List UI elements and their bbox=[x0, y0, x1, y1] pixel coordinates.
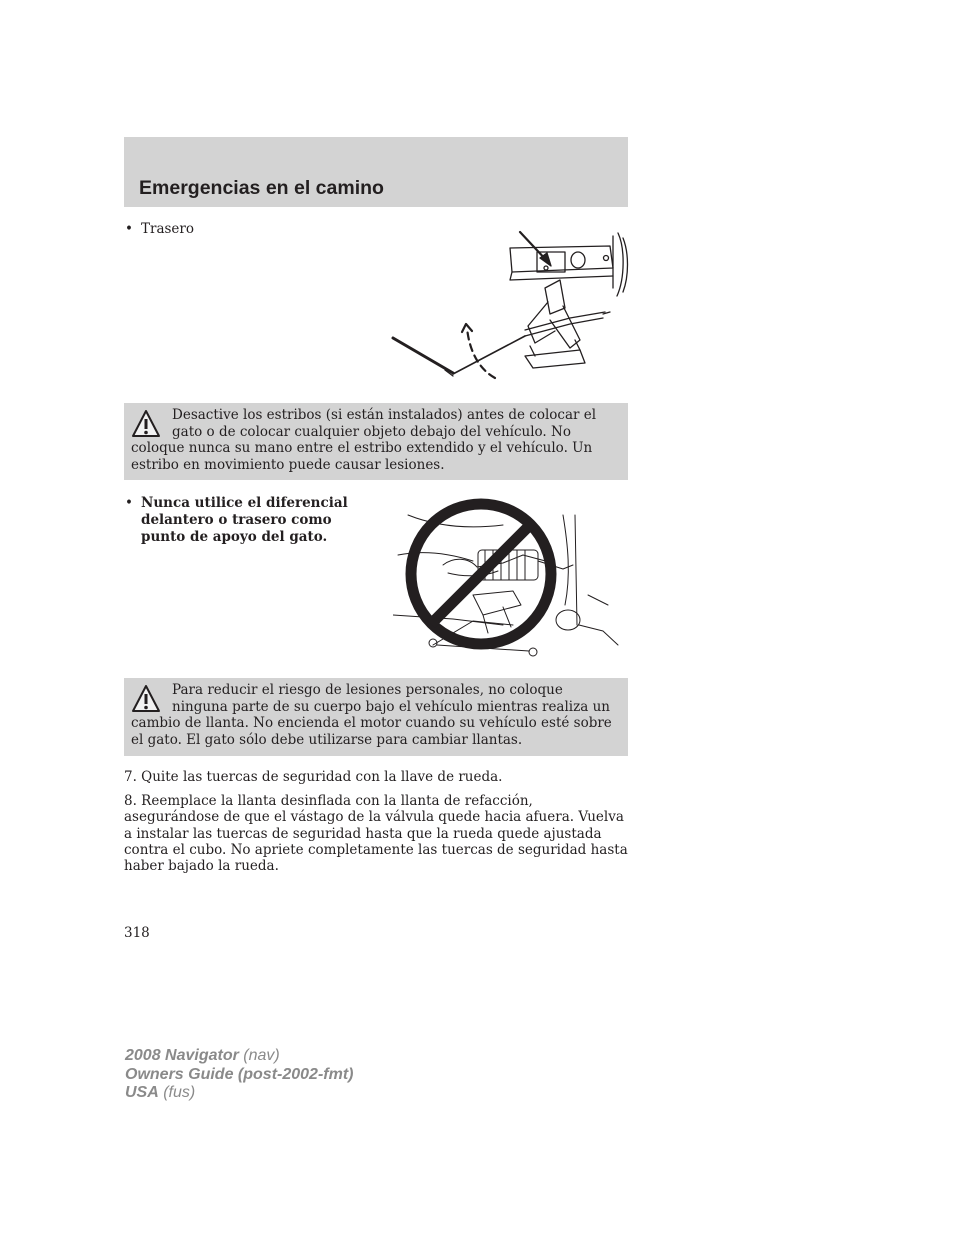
bullet-no-differential: • Nunca utilice el diferencial delantero o trasero como punto de apoyo del gato. bbox=[124, 495, 359, 546]
warning-box-running-boards bbox=[124, 403, 628, 480]
document-footer: 2008 Navigator (nav) Owners Guide (post-2002-fmt) USA (fus) bbox=[125, 1047, 354, 1101]
warning-text: Desactive los estribos (si están instalados) antes de colocar el gato o de colocar cualquier objeto debajo del vehículo. No coloque nunca su mano entre el estribo extendido y el vehículo. Un estribo en movimiento puede causar lesiones. bbox=[131, 407, 597, 473]
bullet-no-differential-text: Nunca utilice el diferencial delantero o trasero como punto de apoyo del gato. bbox=[141, 495, 348, 545]
page-number: 318 bbox=[124, 925, 150, 941]
warning-triangle-icon bbox=[131, 409, 161, 439]
bullet-rear-text: Trasero bbox=[141, 221, 195, 237]
warning-text: Para reducir el riesgo de lesiones personales, no coloque ninguna parte de su cuerpo bajo el vehículo mientras realiza un cambio de llanta. No encienda el motor cuando su vehículo esté sobre el gato. El gato sólo debe utilizarse para cambiar llantas. bbox=[131, 682, 612, 748]
warning-box-jack-safety bbox=[124, 678, 628, 756]
section-header bbox=[124, 137, 628, 207]
rear-jack-illustration bbox=[385, 228, 630, 383]
warning-triangle-icon bbox=[131, 684, 161, 714]
section-title: Emergencias en el camino bbox=[139, 177, 384, 199]
differential-prohibited-illustration bbox=[393, 495, 623, 665]
step-8: 8. Reemplace la llanta desinflada con la llanta de refacción, asegurándose de que el vástago de la válvula quede hacia afuera. Vuelva a instalar las tuercas de seguridad hasta que la rueda quede ajustada contra el cubo. No apriete completamente las tuercas de seguridad hasta haber bajado la rueda. bbox=[124, 793, 628, 875]
step-7: 7. Quite las tuercas de seguridad con la llave de rueda. bbox=[124, 769, 503, 785]
bullet-rear: • Trasero bbox=[125, 221, 195, 237]
